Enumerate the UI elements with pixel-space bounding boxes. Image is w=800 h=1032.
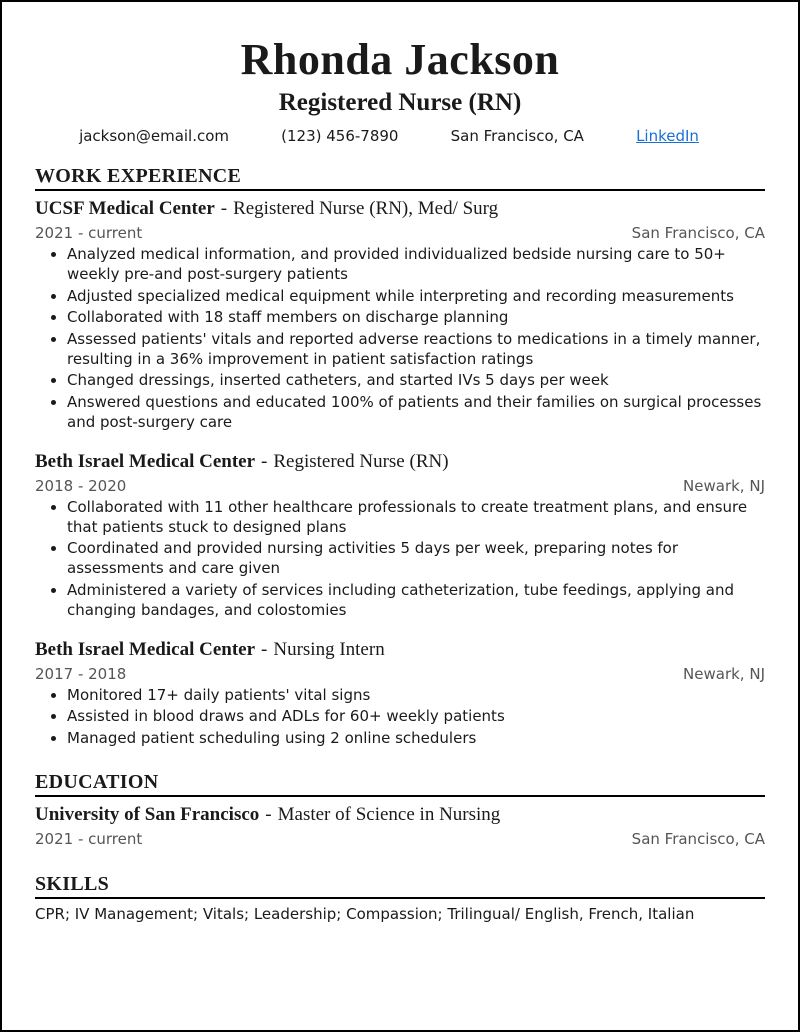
bullet-item: • Administered a variety of services including catheterization, tube feedings, applying and changing bandages, and colostomies xyxy=(67,580,765,620)
job-role: Registered Nurse (RN) xyxy=(273,450,449,472)
education-entry xyxy=(35,803,765,850)
education-location: San Francisco, CA xyxy=(631,829,765,848)
job-meta xyxy=(35,475,765,497)
bullet-item: • Answered questions and educated 100% of patients and their families on surgical processes and post-surgery care xyxy=(67,392,765,432)
skills-heading: SKILLS xyxy=(35,872,765,899)
job-header xyxy=(35,197,765,221)
bullet-item: • Changed dressings, inserted catheters, and started IVs 5 days per week xyxy=(67,370,765,390)
candidate-title: Registered Nurse (RN) xyxy=(278,89,522,116)
job-employer: Beth Israel Medical Center xyxy=(35,450,256,472)
bullet-item: • Collaborated with 11 other healthcare professionals to create treatment plans, and ensure that patients stuck to designed plans xyxy=(67,497,765,537)
job-separator: - xyxy=(261,450,268,472)
bullet-item: • Managed patient scheduling using 2 online schedulers xyxy=(67,728,765,748)
bullet-item: • Coordinated and provided nursing activities 5 days per week, preparing notes for assessments and care given xyxy=(67,538,765,578)
job-dates: 2017 - 2018 xyxy=(35,664,127,683)
job-meta xyxy=(35,663,765,685)
skills-list: CPR; IV Management; Vitals; Leadership; Compassion; Trilingual/ English, French, Italian xyxy=(35,904,695,923)
education-header xyxy=(35,803,765,827)
job-separator: - xyxy=(220,198,228,219)
job-location: Newark, NJ xyxy=(683,476,765,495)
job-entry xyxy=(35,450,765,620)
job-bullets xyxy=(35,244,765,432)
contact-location: San Francisco, CA xyxy=(450,127,584,145)
job-bullets xyxy=(35,497,765,620)
education-dates: 2021 - current xyxy=(35,829,143,848)
job-header xyxy=(35,638,765,662)
job-dates: 2021 - current xyxy=(35,224,143,242)
job-employer: Beth Israel Medical Center xyxy=(35,638,256,660)
candidate-name: Rhonda Jackson xyxy=(240,35,560,84)
work-experience-heading: WORK EXPERIENCE xyxy=(35,164,765,191)
bullet-item: • Collaborated with 18 staff members on discharge planning xyxy=(67,307,765,327)
contact-row xyxy=(35,126,765,146)
education-meta xyxy=(35,828,765,850)
bullet-item: • Monitored 17+ daily patients' vital signs xyxy=(67,685,765,705)
job-entry xyxy=(35,638,765,748)
bullet-item: • Assisted in blood draws and ADLs for 60+ weekly patients xyxy=(67,706,765,726)
job-location: San Francisco, CA xyxy=(631,224,765,242)
job-role: Registered Nurse (RN), Med/ Surg xyxy=(233,198,499,219)
bullet-item: • Analyzed medical information, and provided individualized bedside nursing care to 50+ weekly pre-and post-surgery patients xyxy=(67,244,765,284)
job-meta xyxy=(35,222,765,244)
contact-phone: (123) 456-7890 xyxy=(281,127,399,145)
linkedin-link[interactable]: LinkedIn xyxy=(636,127,699,145)
education-separator: - xyxy=(265,803,272,825)
job-bullets xyxy=(35,685,765,748)
job-entry xyxy=(35,197,765,432)
education-heading: EDUCATION xyxy=(35,770,765,797)
education-degree: Master of Science in Nursing xyxy=(277,803,501,825)
job-separator: - xyxy=(261,638,268,660)
job-location: Newark, NJ xyxy=(683,664,765,683)
bullet-item: • Assessed patients' vitals and reported adverse reactions to medications in a timely manner, resulting in a 36% improvement in patient satisfaction ratings xyxy=(67,329,765,369)
job-role: Nursing Intern xyxy=(273,638,385,660)
bullet-item: • Adjusted specialized medical equipment while interpreting and recording measurements xyxy=(67,286,765,306)
education-school: University of San Francisco xyxy=(35,803,260,825)
job-header xyxy=(35,450,765,474)
job-employer: UCSF Medical Center xyxy=(35,198,215,219)
contact-email: jackson@email.com xyxy=(79,127,230,145)
job-dates: 2018 - 2020 xyxy=(35,476,127,495)
